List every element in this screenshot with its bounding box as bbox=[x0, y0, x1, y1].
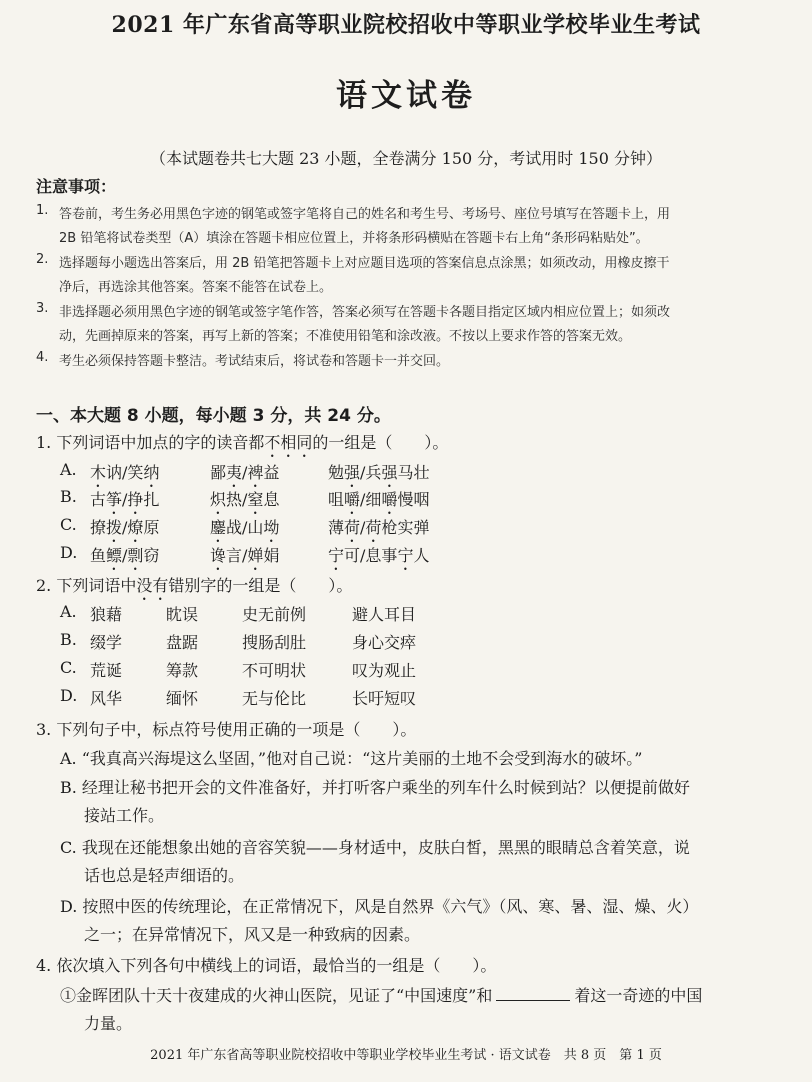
question-3-stem: 3. 下列句子中，标点符号使用正确的一项是（ ）。 bbox=[36, 720, 417, 739]
q1-option-word: 炽热/窒息 bbox=[210, 490, 280, 509]
q2-option-word: 史无前例 bbox=[242, 605, 307, 624]
stem-text: 的一组是（ ）。 bbox=[312, 433, 449, 452]
q1-option-label: D. bbox=[60, 543, 78, 562]
note-text: 选择题每小题选出答案后，用 2B 铅笔把答题卡上对应题目选项的答案信息点涂黑；如须改动，用橡皮擦干 bbox=[59, 256, 670, 271]
question-2-stem bbox=[36, 573, 352, 604]
q1-option-word: 宁可/息事宁人 bbox=[328, 546, 430, 565]
exam-info: （本试题卷共七大题 23 小题，全卷满分 150 分，考试用时 150 分钟） bbox=[150, 149, 662, 168]
q2-option-word: 避人耳目 bbox=[352, 605, 417, 624]
q2-option-word: 荒诞 bbox=[90, 661, 123, 680]
q1-option-word: 鏖战/山坳 bbox=[210, 518, 280, 537]
note-number: 4. bbox=[36, 350, 49, 365]
sentence-text: 着这一奇迹的中国 bbox=[574, 986, 703, 1005]
q2-option-label: D. bbox=[60, 686, 78, 705]
question-4-stem: 4. 依次填入下列各句中横线上的词语，最恰当的一组是（ ）。 bbox=[36, 956, 497, 975]
q1-option-word: 薄荷/荷枪实弹 bbox=[328, 518, 430, 537]
q2-option-word: 长吁短叹 bbox=[352, 689, 417, 708]
paper-title: 语文试卷 bbox=[336, 78, 476, 114]
stem-text: 1. 下列词语中加点的字的读音都 bbox=[36, 433, 265, 452]
note-text: 2B 铅笔将试卷类型（A）填涂在答题卡相应位置上，并将条形码横贴在答题卡右上角“条形码粘贴处”。 bbox=[59, 231, 649, 246]
note-text: 非选择题必须用黑色字迹的钢笔或签字笔作答，答案必须写在答题卡各题目指定区域内相应位置上；如须改 bbox=[59, 305, 671, 320]
note-number: 1. bbox=[36, 203, 49, 218]
q3-option-c-cont: 话也总是轻声细语的。 bbox=[84, 866, 245, 885]
q1-option-word: 木讷/笑纳 bbox=[90, 463, 160, 482]
q2-option-word: 眈误 bbox=[166, 605, 199, 624]
q2-option-word: 风华 bbox=[90, 689, 123, 708]
q2-option-label: B. bbox=[60, 630, 77, 649]
q2-option-label: C. bbox=[60, 658, 77, 677]
q2-option-word: 盘踞 bbox=[166, 633, 199, 652]
q2-option-word: 狼藉 bbox=[90, 605, 123, 624]
q1-option-word: 古筝/挣扎 bbox=[90, 490, 160, 509]
stem-emphasis: 不相同 bbox=[264, 433, 313, 452]
stem-text: 2. 下列词语中 bbox=[36, 576, 137, 595]
q2-option-label: A. bbox=[60, 602, 77, 621]
note-text: 净后，再选涂其他答案。答案不能答在试卷上。 bbox=[59, 280, 333, 295]
note-text: 答卷前，考生务必用黑色字迹的钢笔或签字笔将自己的姓名和考生号、考场号、座位号填写在答题卡上，用 bbox=[59, 207, 671, 222]
q2-option-word: 筹款 bbox=[166, 661, 199, 680]
q1-option-word: 鱼鳔/剽窃 bbox=[90, 546, 160, 565]
stem-emphasis: 没有 bbox=[136, 576, 169, 595]
q3-option-c: C. 我现在还能想象出她的音容笑貌——身材适中，皮肤白皙，黑黑的眼睛总含着笑意，说 bbox=[60, 838, 690, 857]
q3-option-b: B. 经理让秘书把开会的文件准备好，并打听客户乘坐的列车什么时候到站？以便提前做好 bbox=[60, 778, 690, 797]
q2-option-word: 叹为观止 bbox=[352, 661, 417, 680]
q1-option-word: 鄙夷/裨益 bbox=[210, 463, 280, 482]
q2-option-word: 缅怀 bbox=[166, 689, 199, 708]
q3-option-d: D. 按照中医的传统理论，在正常情况下，风是自然界《六气》（风、寒、暑、湿、燥、火） bbox=[60, 897, 699, 916]
sentence-text: ①金晖团队十天十夜建成的火神山医院，见证了“中国速度”和 bbox=[60, 986, 493, 1005]
stem-text: 错别字的一组是（ ）。 bbox=[168, 576, 353, 595]
q2-option-word: 搜肠刮肚 bbox=[242, 633, 307, 652]
q1-option-label: B. bbox=[60, 487, 77, 506]
note-number: 2. bbox=[36, 252, 49, 267]
q1-option-label: C. bbox=[60, 515, 77, 534]
q4-sentence-1 bbox=[60, 983, 702, 1006]
note-number: 3. bbox=[36, 301, 49, 316]
q1-option-word: 谗言/婵娟 bbox=[210, 546, 280, 565]
question-1-stem bbox=[36, 430, 448, 461]
q2-option-word: 身心交瘁 bbox=[352, 633, 417, 652]
q4-sentence-1-cont: 力量。 bbox=[84, 1014, 133, 1033]
q2-option-word: 无与伦比 bbox=[242, 689, 307, 708]
q2-option-word: 缀学 bbox=[90, 633, 123, 652]
exam-title: 2021 年广东省高等职业院校招收中等职业学校毕业生考试 bbox=[111, 12, 701, 38]
q2-option-word: 不可明状 bbox=[242, 661, 307, 680]
notes-heading: 注意事项： bbox=[36, 177, 117, 196]
q3-option-d-cont: 之一；在异常情况下，风又是一种致病的因素。 bbox=[84, 925, 421, 944]
q3-option-a: A. “我真高兴海堤这么坚固，”他对自己说：“这片美丽的土地不会受到海水的破坏。” bbox=[60, 749, 643, 768]
note-text: 考生必须保持答题卡整洁。考试结束后，将试卷和答题卡一并交回。 bbox=[59, 354, 450, 369]
page-footer: 2021 年广东省高等职业院校招收中等职业学校毕业生考试 · 语文试卷 共 8 页 第 1 页 bbox=[150, 1048, 662, 1063]
note-text: 动，先画掉原来的答案，再写上新的答案；不准使用铅笔和涂改液。不按以上要求作答的答案无效。 bbox=[59, 329, 632, 344]
q1-option-label: A. bbox=[60, 460, 77, 479]
fill-blank bbox=[496, 986, 570, 1001]
section-heading: 一、本大题 8 小题，每小题 3 分，共 24 分。 bbox=[36, 406, 391, 426]
q1-option-word: 咀嚼/细嚼慢咽 bbox=[328, 490, 430, 509]
q1-option-word: 勉强/兵强马壮 bbox=[328, 463, 430, 482]
q1-option-word: 撩拨/燎原 bbox=[90, 518, 160, 537]
q3-option-b-cont: 接站工作。 bbox=[84, 806, 165, 825]
